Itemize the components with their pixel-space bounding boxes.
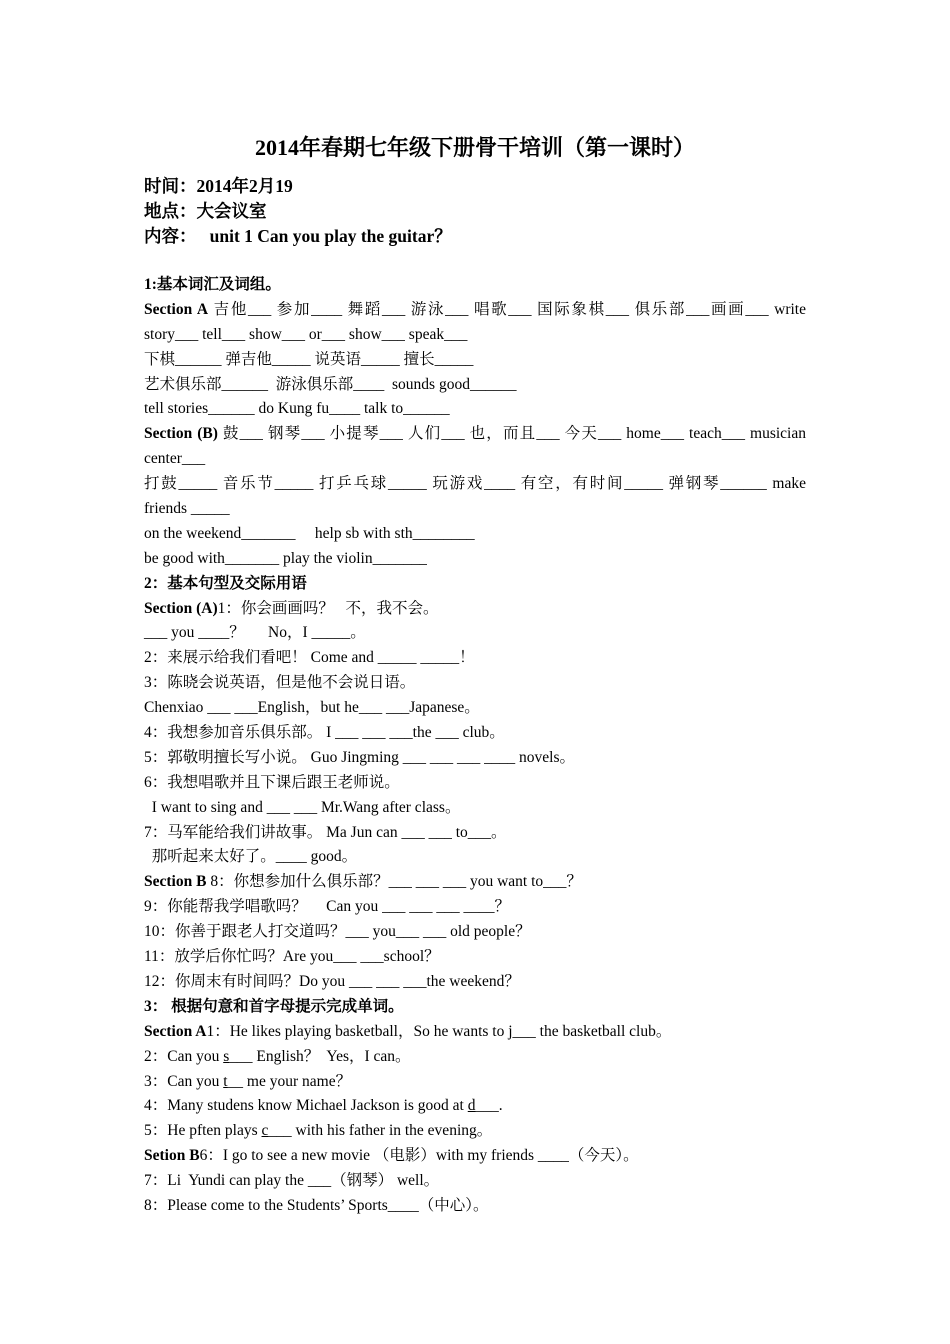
line-text: 8：你想参加什么俱乐部？___ ___ ___ you want to___？ [206,873,582,891]
line-text: center___ [144,450,206,468]
text-line [144,472,806,497]
text-line [144,447,806,472]
text-line [144,746,806,771]
text-line [144,671,806,696]
line-text: 10：你善于跟老人打交道吗？___ you___ ___ old people？ [144,923,531,941]
line-text: t [223,1072,228,1090]
line-text: friends _____ [144,500,230,518]
document-body [144,273,806,1219]
line-text: 2：来展示给我们看吧！ Come and _____ _____！ [144,649,475,667]
line-text: 打鼓_____ 音乐节_____ 打乒乓球_____ 玩游戏____ 有空，有时间_____ 弹钢琴______ make [144,475,806,493]
line-text: c [261,1122,269,1140]
text-line [144,646,806,671]
section-label: Section (A) [144,599,218,617]
line-text: d [467,1097,476,1115]
text-line [144,1194,806,1219]
text-line [144,970,806,995]
text-line [144,298,806,323]
line-text: be good with_______ play the violin_______ [144,549,427,567]
meta-time: 时间：2014年2月19 [144,176,293,196]
section-label: Section A [144,300,209,318]
text-line [144,845,806,870]
text-line [144,821,806,846]
line-text: 4：Many studens know Michael Jackson is good at [144,1097,468,1115]
section-label: 3： 根据句意和首字母提示完成单词。 [144,997,404,1015]
line-text: 4：我想参加音乐俱乐部。 I ___ ___ ___the ___ club。 [144,724,505,742]
line-text: 艺术俱乐部______ 游泳俱乐部____ sounds good______ [144,375,517,393]
meta-place: 地点：大会议室 [144,201,267,221]
line-text: 7：马军能给我们讲故事。 Ma Jun can ___ ___ to___。 [144,823,507,841]
text-line [144,547,806,572]
line-text: 5：郭敬明擅长写小说。 Guo Jingming ___ ___ ___ ____ novels。 [144,748,575,766]
line-text: 3：Can you [144,1072,224,1090]
text-line [144,1119,806,1144]
line-text: Chenxiao ___ ___English，but he___ ___Japanese。 [144,699,480,717]
meta-content: 内容： unit 1 Can you play the guitar？ [144,226,452,246]
text-line [144,771,806,796]
line-text: ___ English？ Yes，I can。 [229,1047,411,1065]
line-text: 8：Please come to the Students’ Sports____（中心）。 [144,1196,489,1214]
section-label: 1:基本词汇及词组。 [144,276,281,293]
section-label: Setion B [144,1147,200,1165]
text-line [144,323,806,348]
text-line [144,522,806,547]
text-line [144,1144,806,1169]
text-line [144,373,806,398]
line-text: 11：放学后你忙吗？Are you___ ___school？ [144,948,440,966]
line-text: on the weekend_______ help sb with sth________ [144,524,475,542]
section-label: Section A [144,1022,207,1040]
text-line [144,497,806,522]
text-line [144,1094,806,1119]
line-text: ___ you ____？ No，I _____。 [144,624,366,642]
text-line [144,870,806,895]
line-text: tell stories______ do Kung fu____ talk to______ [144,400,450,418]
line-text: 那听起来太好了。____ good。 [144,848,358,866]
line-text: ___ with his father in the evening。 [268,1122,493,1140]
text-line [144,597,806,622]
text-line [144,945,806,970]
text-line [144,995,806,1020]
line-text: 6：我想唱歌并且下课后跟王老师说。 [144,773,400,791]
text-line [144,920,806,945]
text-line [144,1045,806,1070]
line-text: 1：你会画画吗？ 不，我不会。 [217,599,439,617]
text-line [144,1020,806,1045]
text-line [144,397,806,422]
line-text: s [223,1047,230,1065]
document-title: 2014年春期七年级下册骨干培训（第一课时） [254,135,695,160]
line-text: 3：陈晓会说英语，但是他不会说日语。 [144,674,416,692]
text-line [144,796,806,821]
text-line [144,572,806,597]
line-text: 2：Can you [144,1047,224,1065]
line-text: 6：I go to see a new movie （电影）with my friends ____（今天）。 [199,1147,639,1165]
line-text: 吉他___ 参加____ 舞蹈___ 游泳___ 唱歌___ 国际象棋___ 俱乐部___画画___ write [208,300,806,318]
line-text: 下棋______ 弹吉他_____ 说英语_____ 擅长_____ [144,350,474,368]
text-line [144,696,806,721]
text-line [144,1169,806,1194]
text-line [144,895,806,920]
text-line [144,348,806,373]
text-line [144,621,806,646]
line-text: 鼓___ 钢琴___ 小提琴___ 人们___ 也，而且___ 今天___ home___ teach___ musician [217,425,806,443]
line-text: __ me your name？ [227,1072,352,1090]
line-text: 5：He pften plays [144,1122,262,1140]
line-text: 9：你能帮我学唱歌吗？ Can you ___ ___ ___ ____？ [144,898,510,916]
line-text: 1：He likes playing basketball，So he wants to j___ the basketball club。 [206,1022,672,1040]
line-text: I want to sing and ___ ___ Mr.Wang after class。 [144,798,461,816]
section-label: Section B [144,873,207,891]
line-text: 12：你周末有时间吗？Do you ___ ___ ___the weekend？ [144,972,520,990]
line-text: story___ tell___ show___ or___ show___ speak___ [144,325,468,343]
section-label: 2：基本句型及交际用语 [144,574,307,592]
line-text: 7：Li Yundi can play the ___（钢琴） well。 [144,1172,440,1190]
text-line [144,721,806,746]
text-line [144,273,806,298]
text-line [144,1070,806,1095]
section-label: Section (B) [144,425,218,443]
line-text: ___. [475,1097,503,1115]
text-line [144,422,806,447]
